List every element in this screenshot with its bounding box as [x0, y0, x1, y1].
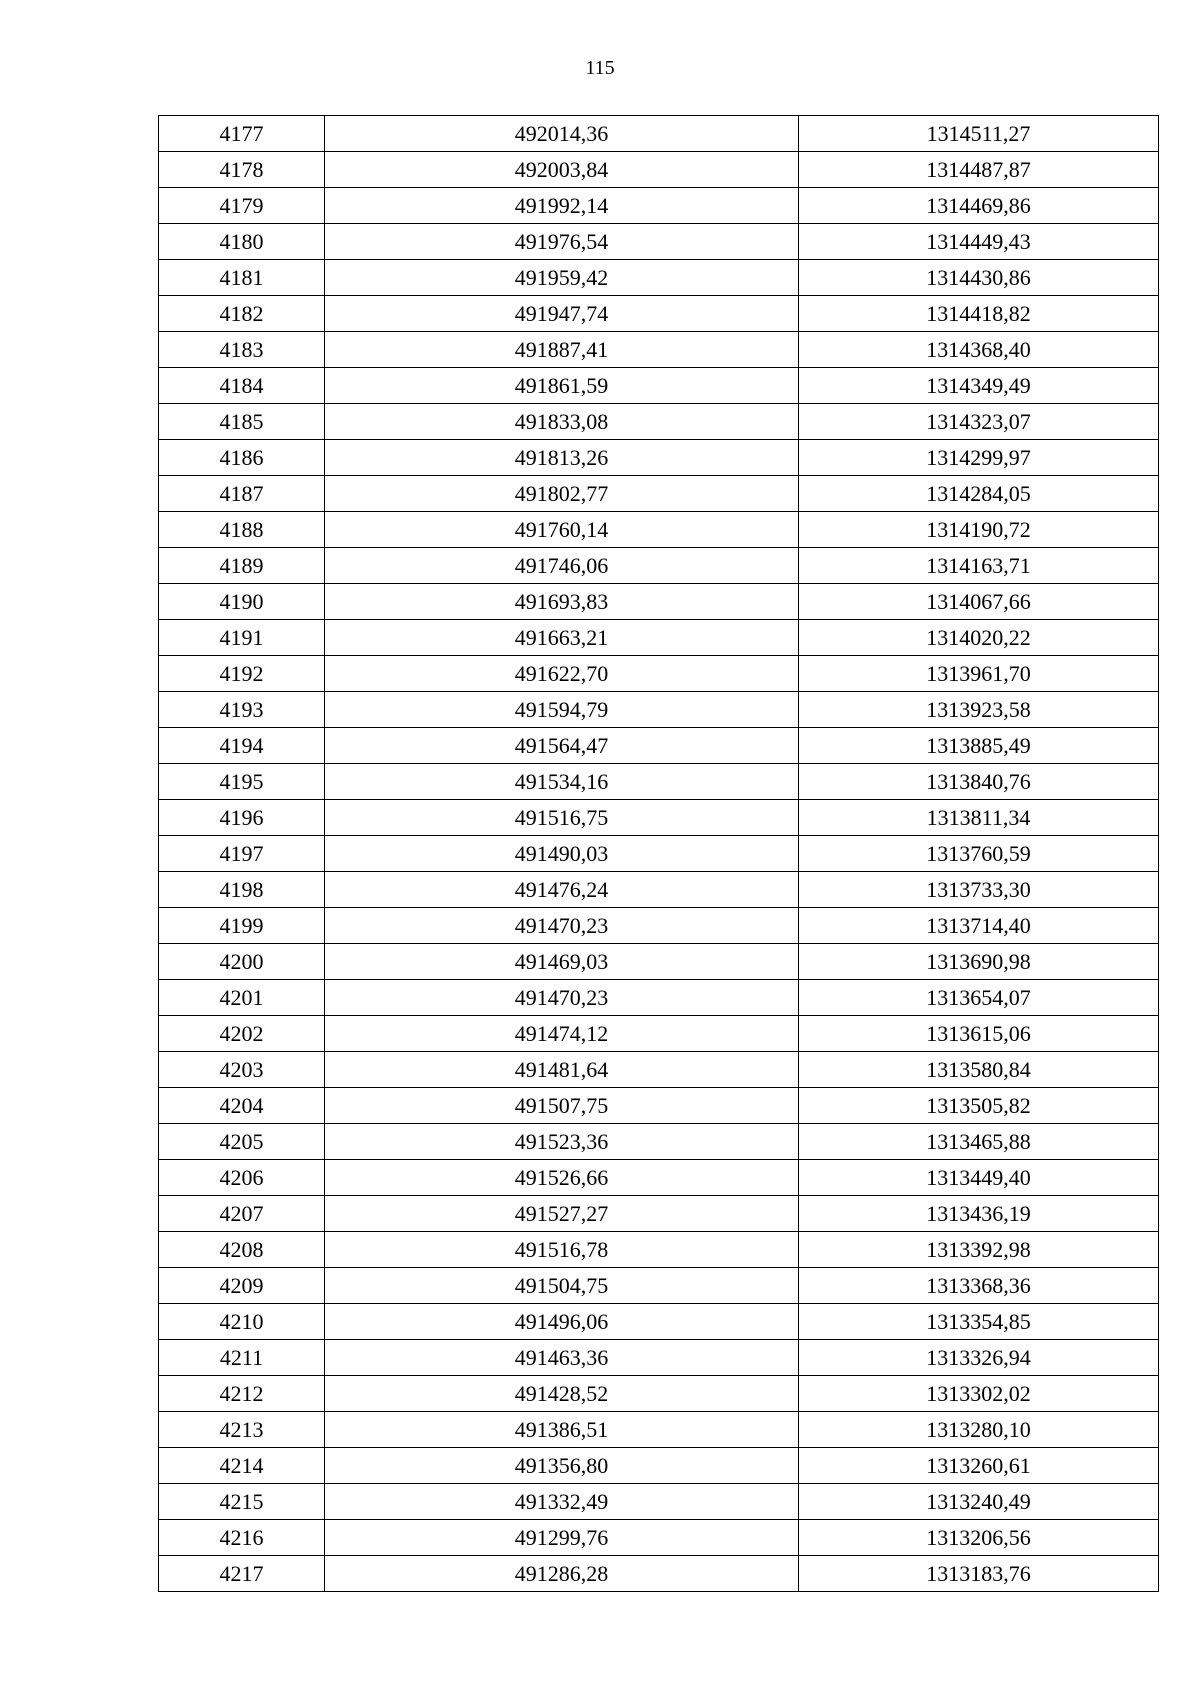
point-number-cell: 4215	[159, 1484, 325, 1520]
x-coordinate-cell: 491746,06	[325, 548, 799, 584]
x-coordinate-cell: 491527,27	[325, 1196, 799, 1232]
y-coordinate-cell: 1313183,76	[799, 1556, 1159, 1592]
x-coordinate-cell: 491534,16	[325, 764, 799, 800]
y-coordinate-cell: 1313615,06	[799, 1016, 1159, 1052]
x-coordinate-cell: 491356,80	[325, 1448, 799, 1484]
point-number-cell: 4206	[159, 1160, 325, 1196]
table-row	[159, 764, 1159, 800]
x-coordinate-cell: 491760,14	[325, 512, 799, 548]
y-coordinate-cell: 1313392,98	[799, 1232, 1159, 1268]
x-coordinate-cell: 491332,49	[325, 1484, 799, 1520]
table-row	[159, 1376, 1159, 1412]
table-row	[159, 116, 1159, 152]
x-coordinate-cell: 491428,52	[325, 1376, 799, 1412]
point-number-cell: 4199	[159, 908, 325, 944]
x-coordinate-cell: 491959,42	[325, 260, 799, 296]
x-coordinate-cell: 491861,59	[325, 368, 799, 404]
point-number-cell: 4192	[159, 656, 325, 692]
x-coordinate-cell: 491470,23	[325, 980, 799, 1016]
table-row	[159, 296, 1159, 332]
table-row	[159, 512, 1159, 548]
table-row	[159, 440, 1159, 476]
x-coordinate-cell: 491663,21	[325, 620, 799, 656]
x-coordinate-cell: 491992,14	[325, 188, 799, 224]
point-number-cell: 4187	[159, 476, 325, 512]
point-number-cell: 4194	[159, 728, 325, 764]
table-row	[159, 152, 1159, 188]
y-coordinate-cell: 1313654,07	[799, 980, 1159, 1016]
table-row	[159, 980, 1159, 1016]
x-coordinate-cell: 491470,23	[325, 908, 799, 944]
y-coordinate-cell: 1313811,34	[799, 800, 1159, 836]
table-row	[159, 1016, 1159, 1052]
table-row	[159, 1304, 1159, 1340]
y-coordinate-cell: 1313961,70	[799, 656, 1159, 692]
point-number-cell: 4189	[159, 548, 325, 584]
point-number-cell: 4182	[159, 296, 325, 332]
point-number-cell: 4195	[159, 764, 325, 800]
table-row	[159, 1412, 1159, 1448]
y-coordinate-cell: 1314469,86	[799, 188, 1159, 224]
x-coordinate-cell: 491622,70	[325, 656, 799, 692]
y-coordinate-cell: 1313760,59	[799, 836, 1159, 872]
point-number-cell: 4201	[159, 980, 325, 1016]
x-coordinate-cell: 491496,06	[325, 1304, 799, 1340]
x-coordinate-cell: 492003,84	[325, 152, 799, 188]
point-number-cell: 4200	[159, 944, 325, 980]
page-number: 115	[585, 57, 615, 79]
y-coordinate-cell: 1313280,10	[799, 1412, 1159, 1448]
x-coordinate-cell: 491516,78	[325, 1232, 799, 1268]
point-number-cell: 4210	[159, 1304, 325, 1340]
x-coordinate-cell: 491490,03	[325, 836, 799, 872]
x-coordinate-cell: 491507,75	[325, 1088, 799, 1124]
x-coordinate-cell: 491476,24	[325, 872, 799, 908]
table-row	[159, 1196, 1159, 1232]
point-number-cell: 4216	[159, 1520, 325, 1556]
y-coordinate-cell: 1314323,07	[799, 404, 1159, 440]
table-row	[159, 332, 1159, 368]
x-coordinate-cell: 491594,79	[325, 692, 799, 728]
table-row	[159, 836, 1159, 872]
point-number-cell: 4177	[159, 116, 325, 152]
x-coordinate-cell: 491386,51	[325, 1412, 799, 1448]
y-coordinate-cell: 1313240,49	[799, 1484, 1159, 1520]
table-row	[159, 1448, 1159, 1484]
table-row	[159, 260, 1159, 296]
point-number-cell: 4191	[159, 620, 325, 656]
point-number-cell: 4178	[159, 152, 325, 188]
x-coordinate-cell: 491523,36	[325, 1124, 799, 1160]
table-row	[159, 188, 1159, 224]
y-coordinate-cell: 1313302,02	[799, 1376, 1159, 1412]
table-row	[159, 908, 1159, 944]
y-coordinate-cell: 1313449,40	[799, 1160, 1159, 1196]
point-number-cell: 4204	[159, 1088, 325, 1124]
table-row	[159, 1052, 1159, 1088]
y-coordinate-cell: 1314163,71	[799, 548, 1159, 584]
point-number-cell: 4181	[159, 260, 325, 296]
y-coordinate-cell: 1314430,86	[799, 260, 1159, 296]
table-row	[159, 944, 1159, 980]
y-coordinate-cell: 1313733,30	[799, 872, 1159, 908]
y-coordinate-cell: 1313840,76	[799, 764, 1159, 800]
y-coordinate-cell: 1313690,98	[799, 944, 1159, 980]
x-coordinate-cell: 491947,74	[325, 296, 799, 332]
table-row	[159, 692, 1159, 728]
x-coordinate-cell: 491802,77	[325, 476, 799, 512]
x-coordinate-cell: 491299,76	[325, 1520, 799, 1556]
y-coordinate-cell: 1314418,82	[799, 296, 1159, 332]
y-coordinate-cell: 1314349,49	[799, 368, 1159, 404]
y-coordinate-cell: 1313368,36	[799, 1268, 1159, 1304]
table-row	[159, 800, 1159, 836]
table-row	[159, 548, 1159, 584]
x-coordinate-cell: 491463,36	[325, 1340, 799, 1376]
y-coordinate-cell: 1314284,05	[799, 476, 1159, 512]
y-coordinate-cell: 1313436,19	[799, 1196, 1159, 1232]
table-row	[159, 476, 1159, 512]
x-coordinate-cell: 492014,36	[325, 116, 799, 152]
y-coordinate-cell: 1313354,85	[799, 1304, 1159, 1340]
y-coordinate-cell: 1314449,43	[799, 224, 1159, 260]
table-row	[159, 1484, 1159, 1520]
y-coordinate-cell: 1314511,27	[799, 116, 1159, 152]
coordinate-table-body	[159, 116, 1159, 1592]
table-row	[159, 224, 1159, 260]
table-row	[159, 584, 1159, 620]
point-number-cell: 4214	[159, 1448, 325, 1484]
point-number-cell: 4211	[159, 1340, 325, 1376]
y-coordinate-cell: 1313465,88	[799, 1124, 1159, 1160]
y-coordinate-cell: 1314190,72	[799, 512, 1159, 548]
point-number-cell: 4202	[159, 1016, 325, 1052]
table-row	[159, 1556, 1159, 1592]
x-coordinate-cell: 491887,41	[325, 332, 799, 368]
point-number-cell: 4212	[159, 1376, 325, 1412]
point-number-cell: 4217	[159, 1556, 325, 1592]
table-row	[159, 1124, 1159, 1160]
y-coordinate-cell: 1313885,49	[799, 728, 1159, 764]
table-row	[159, 1232, 1159, 1268]
point-number-cell: 4190	[159, 584, 325, 620]
y-coordinate-cell: 1314020,22	[799, 620, 1159, 656]
x-coordinate-cell: 491526,66	[325, 1160, 799, 1196]
x-coordinate-cell: 491516,75	[325, 800, 799, 836]
x-coordinate-cell: 491481,64	[325, 1052, 799, 1088]
x-coordinate-cell: 491976,54	[325, 224, 799, 260]
point-number-cell: 4207	[159, 1196, 325, 1232]
y-coordinate-cell: 1314067,66	[799, 584, 1159, 620]
table-row	[159, 620, 1159, 656]
table-row	[159, 872, 1159, 908]
x-coordinate-cell: 491813,26	[325, 440, 799, 476]
table-row	[159, 1160, 1159, 1196]
point-number-cell: 4184	[159, 368, 325, 404]
x-coordinate-cell: 491474,12	[325, 1016, 799, 1052]
coordinate-table	[158, 115, 1159, 1592]
x-coordinate-cell: 491469,03	[325, 944, 799, 980]
point-number-cell: 4186	[159, 440, 325, 476]
table-row	[159, 1340, 1159, 1376]
x-coordinate-cell: 491693,83	[325, 584, 799, 620]
y-coordinate-cell: 1313923,58	[799, 692, 1159, 728]
y-coordinate-cell: 1313260,61	[799, 1448, 1159, 1484]
table-row	[159, 1268, 1159, 1304]
y-coordinate-cell: 1313714,40	[799, 908, 1159, 944]
y-coordinate-cell: 1313505,82	[799, 1088, 1159, 1124]
x-coordinate-cell: 491564,47	[325, 728, 799, 764]
y-coordinate-cell: 1313580,84	[799, 1052, 1159, 1088]
point-number-cell: 4180	[159, 224, 325, 260]
point-number-cell: 4183	[159, 332, 325, 368]
x-coordinate-cell: 491504,75	[325, 1268, 799, 1304]
point-number-cell: 4188	[159, 512, 325, 548]
table-row	[159, 656, 1159, 692]
point-number-cell: 4196	[159, 800, 325, 836]
point-number-cell: 4185	[159, 404, 325, 440]
point-number-cell: 4198	[159, 872, 325, 908]
point-number-cell: 4209	[159, 1268, 325, 1304]
point-number-cell: 4208	[159, 1232, 325, 1268]
point-number-cell: 4203	[159, 1052, 325, 1088]
point-number-cell: 4197	[159, 836, 325, 872]
y-coordinate-cell: 1313206,56	[799, 1520, 1159, 1556]
table-row	[159, 368, 1159, 404]
table-row	[159, 404, 1159, 440]
y-coordinate-cell: 1314299,97	[799, 440, 1159, 476]
x-coordinate-cell: 491833,08	[325, 404, 799, 440]
point-number-cell: 4205	[159, 1124, 325, 1160]
point-number-cell: 4213	[159, 1412, 325, 1448]
table-row	[159, 1520, 1159, 1556]
y-coordinate-cell: 1314487,87	[799, 152, 1159, 188]
table-row	[159, 728, 1159, 764]
point-number-cell: 4193	[159, 692, 325, 728]
point-number-cell: 4179	[159, 188, 325, 224]
y-coordinate-cell: 1314368,40	[799, 332, 1159, 368]
x-coordinate-cell: 491286,28	[325, 1556, 799, 1592]
y-coordinate-cell: 1313326,94	[799, 1340, 1159, 1376]
table-row	[159, 1088, 1159, 1124]
